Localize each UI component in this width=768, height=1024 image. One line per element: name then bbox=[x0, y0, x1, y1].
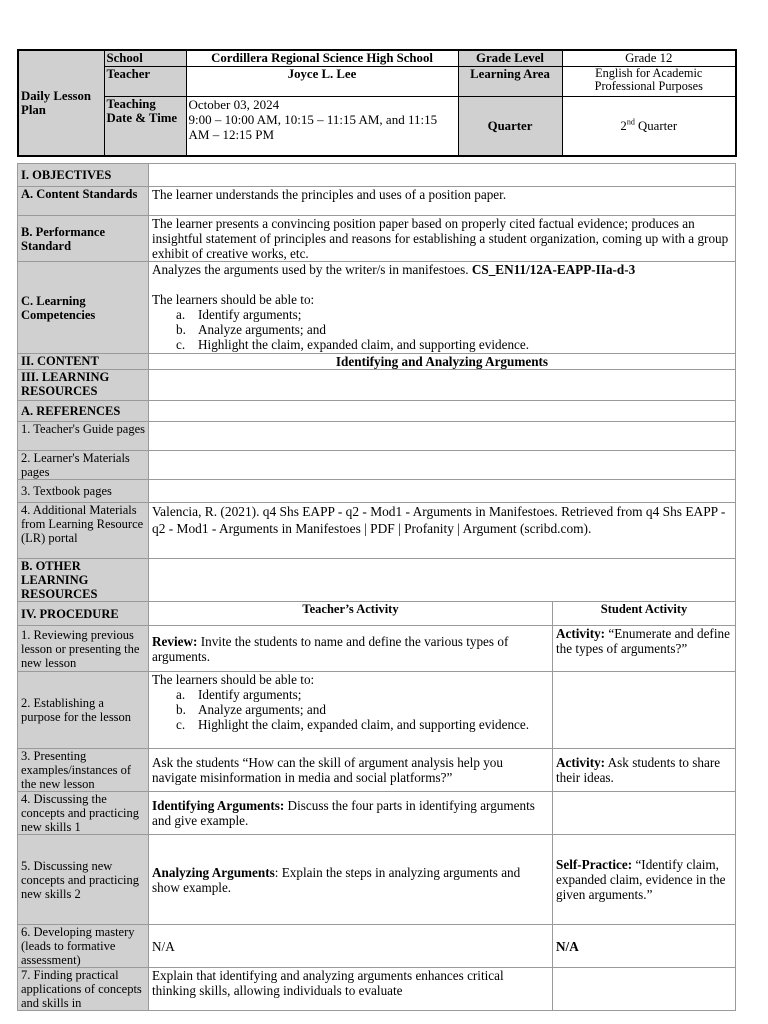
procedure-heading: IV. PROCEDURE bbox=[18, 602, 149, 626]
teacher-value: Joyce L. Lee bbox=[186, 66, 458, 96]
procedure-step-label: 3. Presenting examples/instances of the new lesson bbox=[18, 749, 149, 792]
content-heading: II. CONTENT bbox=[18, 354, 149, 370]
table-row bbox=[18, 672, 736, 749]
other-learning-resources-empty bbox=[149, 559, 736, 602]
content-title: Identifying and Analyzing Arguments bbox=[149, 354, 736, 370]
other-learning-resources-label: B. OTHER LEARNING RESOURCES bbox=[18, 559, 149, 602]
procedure-step-label: 6. Developing mastery (leads to formative assessment) bbox=[18, 925, 149, 968]
grade-level-label: Grade Level bbox=[458, 50, 562, 66]
list-item: b. Analyze arguments; and bbox=[176, 702, 326, 717]
content-standards-label: A. Content Standards bbox=[18, 187, 149, 216]
textbook-pages-empty bbox=[149, 480, 736, 503]
teacher-activity-header: Teacher’s Activity bbox=[149, 602, 553, 626]
procedure-step-label: 1. Reviewing previous lesson or presenting the new lesson bbox=[18, 626, 149, 672]
learning-resources-empty bbox=[149, 370, 736, 401]
list-item: c. Highlight the claim, expanded claim, and supporting evidence. bbox=[176, 717, 530, 732]
teachers-guide-empty bbox=[149, 422, 736, 451]
student-activity-cell: Self-Practice: “Identify claim, expanded claim, evidence in the given arguments.” bbox=[553, 835, 736, 925]
student-activity-cell: Activity: Ask students to share their ideas. bbox=[553, 749, 736, 792]
learning-competencies-label: C. Learning Competencies bbox=[18, 262, 149, 354]
objectives-heading: I. OBJECTIVES bbox=[18, 164, 149, 187]
table-row bbox=[18, 749, 736, 792]
teacher-activity-cell bbox=[149, 672, 553, 749]
daily-lesson-plan-label: Daily Lesson Plan bbox=[18, 50, 104, 156]
learning-area-value: English for Academic Professional Purposes bbox=[562, 66, 736, 96]
purpose-objectives-list bbox=[152, 687, 549, 732]
content-standards-text: The learner understands the principles and uses of a position paper. bbox=[149, 187, 736, 216]
procedure-step-label: 5. Discussing new concepts and practicing new skills 2 bbox=[18, 835, 149, 925]
performance-standard-label: B. Performance Standard bbox=[18, 216, 149, 262]
table-row bbox=[18, 626, 736, 672]
references-label: A. REFERENCES bbox=[18, 401, 149, 422]
table-row bbox=[18, 968, 736, 1011]
teacher-label: Teacher bbox=[104, 66, 186, 96]
teachers-guide-label: 1. Teacher's Guide pages bbox=[18, 422, 149, 451]
teacher-activity-cell: Identifying Arguments: Discuss the four parts in identifying arguments and give example. bbox=[149, 792, 553, 835]
teacher-activity-cell: Analyzing Arguments: Explain the steps in analyzing arguments and show example. bbox=[149, 835, 553, 925]
teaching-date-label: Teaching Date & Time bbox=[104, 96, 186, 156]
teaching-date-cell bbox=[186, 96, 458, 156]
learners-materials-label: 2. Learner's Materials pages bbox=[18, 451, 149, 480]
table-row bbox=[18, 792, 736, 835]
grade-level-value: Grade 12 bbox=[562, 50, 736, 66]
student-activity-cell bbox=[553, 968, 736, 1011]
teaching-time-value: 9:00 – 10:00 AM, 10:15 – 11:15 AM, and 11:15 AM – 12:15 PM bbox=[188, 111, 438, 142]
table-row bbox=[18, 925, 736, 968]
list-item: a. Identify arguments; bbox=[176, 687, 302, 702]
teacher-activity-cell: N/A bbox=[149, 925, 553, 968]
purpose-intro: The learners should be able to: bbox=[152, 672, 315, 687]
student-activity-cell bbox=[553, 672, 736, 749]
student-activity-cell: N/A bbox=[553, 925, 736, 968]
learning-competencies-text bbox=[149, 262, 736, 354]
learners-materials-empty bbox=[149, 451, 736, 480]
competency-code: CS_EN11/12A-EAPP-IIa-d-3 bbox=[471, 262, 636, 277]
additional-materials-label: 4. Additional Materials from Learning Resource (LR) portal bbox=[18, 503, 149, 559]
student-activity-header: Student Activity bbox=[553, 602, 736, 626]
teacher-activity-cell: Ask the students “How can the skill of argument analysis help you navigate misinformation in media and social platforms?” bbox=[149, 749, 553, 792]
procedure-step-label: 4. Discussing the concepts and practicing new skills 1 bbox=[18, 792, 149, 835]
quarter-label: Quarter bbox=[458, 96, 562, 156]
procedure-step-label: 7. Finding practical applications of concepts and skills in bbox=[18, 968, 149, 1011]
list-item: a. Identify arguments; bbox=[176, 307, 302, 322]
student-activity-cell bbox=[553, 792, 736, 835]
school-label: School bbox=[104, 50, 186, 66]
procedure-step-label: 2. Establishing a purpose for the lesson bbox=[18, 672, 149, 749]
teacher-activity-cell: Review: Invite the students to name and define the various types of arguments. bbox=[149, 626, 553, 672]
competency-should-be-able: The learners should be able to: bbox=[152, 292, 315, 307]
header-table bbox=[17, 49, 737, 157]
list-item: c. Highlight the claim, expanded claim, and supporting evidence. bbox=[176, 337, 530, 352]
competency-line: Analyzes the arguments used by the writer/s in manifestoes. CS_EN11/12A-EAPP-IIa-d-3 bbox=[152, 262, 636, 277]
competency-objectives-list bbox=[152, 307, 732, 352]
textbook-pages-label: 3. Textbook pages bbox=[18, 480, 149, 503]
quarter-value: 2nd Quarter bbox=[562, 96, 736, 156]
additional-materials-text: Valencia, R. (2021). q4 Shs EAPP - q2 - Mod1 - Arguments in Manifestoes. Retrieved from q4 Shs EAPP - q2 - Mod1 - Arguments in Manifestoes | PDF | Profanity | Argument (scribd.com). bbox=[149, 503, 736, 559]
learning-area-label: Learning Area bbox=[458, 66, 562, 96]
school-value: Cordillera Regional Science High School bbox=[186, 50, 458, 66]
references-empty bbox=[149, 401, 736, 422]
learning-resources-heading: III. LEARNING RESOURCES bbox=[18, 370, 149, 401]
list-item: b. Analyze arguments; and bbox=[176, 322, 326, 337]
table-row bbox=[18, 835, 736, 925]
student-activity-cell: Activity: “Enumerate and define the types of arguments?” bbox=[553, 626, 736, 672]
performance-standard-text: The learner presents a convincing position paper based on properly cited factual evidence; produces an insightful statement of principles and reasons for establishing a student organization, coming up with a group exhibit of creative works, etc. bbox=[149, 216, 736, 262]
teacher-activity-cell: Explain that identifying and analyzing arguments enhances critical thinking skills, allowing individuals to evaluate bbox=[149, 968, 553, 1011]
lesson-plan-table bbox=[17, 163, 736, 1011]
teaching-date-value: October 03, 2024 bbox=[188, 96, 280, 112]
objectives-heading-empty bbox=[149, 164, 736, 187]
